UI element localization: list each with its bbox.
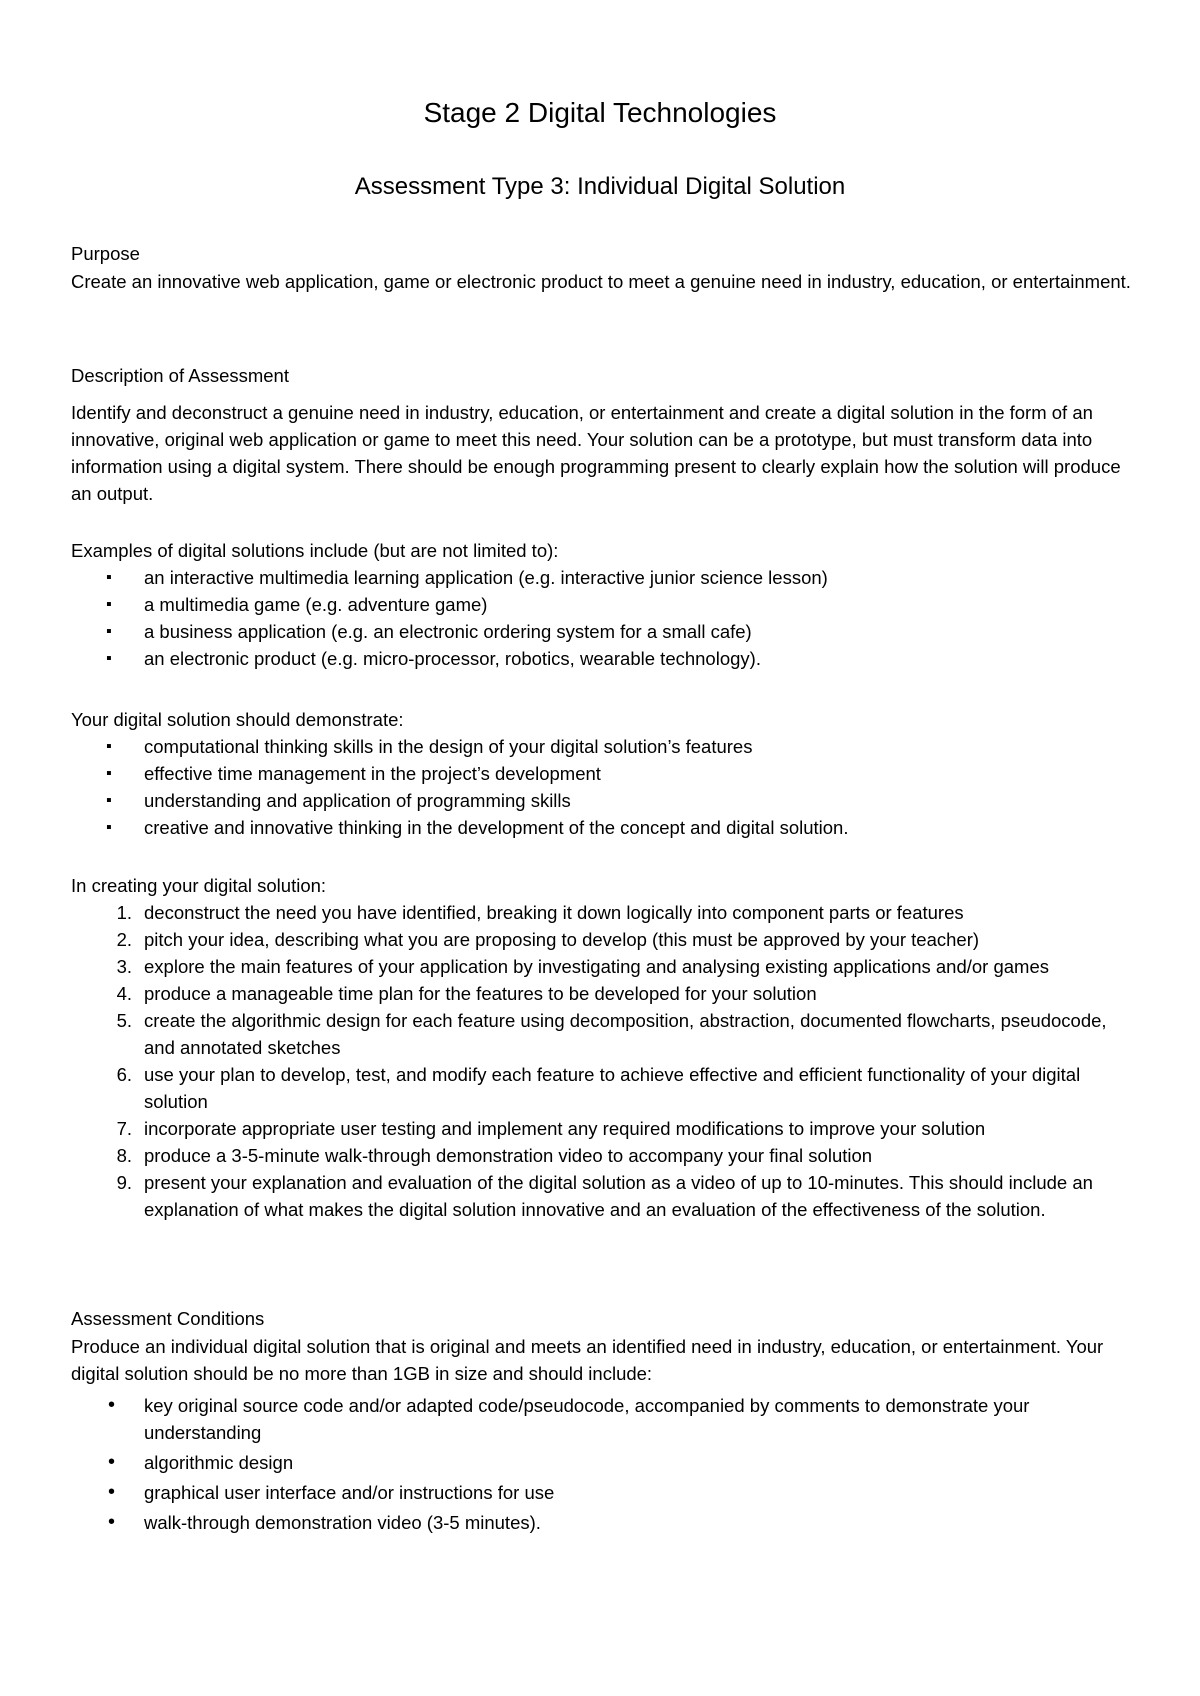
- item-text: produce a manageable time plan for the features to be developed for your solution: [144, 983, 817, 1004]
- purpose-text: Create an innovative web application, game or electronic product to meet a genuine need in industry, education, or entertainment.: [71, 271, 1131, 292]
- numbered-item: [71, 1115, 1141, 1142]
- list-item: ▪ an interactive multimedia learning application (e.g. interactive junior science lesson): [71, 564, 1141, 591]
- list-item: • graphical user interface and/or instructions for use: [71, 1479, 1141, 1506]
- list-item: ▪ an electronic product (e.g. micro-processor, robotics, wearable technology).: [71, 645, 1141, 672]
- numbered-item: [71, 1142, 1141, 1169]
- examples-section: [71, 537, 1141, 672]
- item-number: 6.: [116, 1064, 132, 1085]
- purpose-heading: Purpose: [71, 243, 140, 264]
- numbered-item: [71, 980, 1141, 1007]
- list-item: ▪ understanding and application of programming skills: [71, 787, 1141, 814]
- document-subtitle: Assessment Type 3: Individual Digital Solution: [354, 173, 846, 200]
- creating-steps-list: [71, 899, 1141, 1223]
- list-item: • key original source code and/or adapted code/pseudocode, accompanied by comments to demonstrate your understanding: [71, 1392, 1141, 1446]
- conditions-heading: Assessment Conditions: [71, 1308, 265, 1329]
- item-text: create the algorithmic design for each feature using decomposition, abstraction, documented flowcharts, pseudocode, and annotated sketches: [144, 1010, 1107, 1058]
- description-text: Identify and deconstruct a genuine need in industry, education, or entertainment and create a digital solution in the form of an innovative, original web application or game to meet this need. Your solution can be a prototype, but must transform data into information using a digital system. There should be enough programming present to clearly explain how the solution will produce an output.: [71, 402, 1121, 504]
- item-number: 9.: [116, 1172, 132, 1193]
- demonstrate-intro: Your digital solution should demonstrate:: [71, 709, 404, 730]
- item-number: 5.: [116, 1010, 132, 1031]
- examples-intro: Examples of digital solutions include (but are not limited to):: [71, 540, 559, 561]
- examples-list: [71, 564, 1141, 672]
- item-text: deconstruct the need you have identified, breaking it down logically into component parts or features: [144, 902, 964, 923]
- conditions-text: Produce an individual digital solution that is original and meets an identified need in industry, education, or entertainment. Your digital solution should be no more than 1GB in size and should include:: [71, 1336, 1104, 1384]
- numbered-item: [71, 1169, 1141, 1223]
- demonstrate-list: [71, 733, 1141, 841]
- item-number: 7.: [116, 1118, 132, 1139]
- item-text: pitch your idea, describing what you are proposing to develop (this must be approved by your teacher): [144, 929, 980, 950]
- list-item: ▪ computational thinking skills in the design of your digital solution’s features: [71, 733, 1141, 760]
- item-number: 4.: [116, 983, 132, 1004]
- list-item: ▪ effective time management in the project’s development: [71, 760, 1141, 787]
- list-item: ▪ creative and innovative thinking in the development of the concept and digital solution.: [71, 814, 1141, 841]
- item-number: 2.: [116, 929, 132, 950]
- item-text: use your plan to develop, test, and modify each feature to achieve effective and efficient functionality of your digital solution: [144, 1064, 1081, 1112]
- list-item: ▪ a business application (e.g. an electronic ordering system for a small cafe): [71, 618, 1141, 645]
- item-text: explore the main features of your application by investigating and analysing existing applications and/or games: [144, 956, 1049, 977]
- item-number: 1.: [116, 902, 132, 923]
- numbered-item: [71, 926, 1141, 953]
- item-text: present your explanation and evaluation of the digital solution as a video of up to 10-minutes. This should include an explanation of what makes the digital solution innovative and an evaluation of the effectiveness of the solution.: [144, 1172, 1093, 1220]
- numbered-item: [71, 1061, 1141, 1115]
- creating-section: [71, 872, 1141, 1223]
- item-number: 8.: [116, 1145, 132, 1166]
- demonstrate-section: [71, 706, 1141, 841]
- item-text: produce a 3-5-minute walk-through demonstration video to accompany your final solution: [144, 1145, 873, 1166]
- creating-intro: In creating your digital solution:: [71, 875, 327, 896]
- numbered-item: [71, 953, 1141, 980]
- conditions-list: [71, 1392, 1141, 1536]
- item-text: incorporate appropriate user testing and implement any required modifications to improve your solution: [144, 1118, 986, 1139]
- list-item: ▪ a multimedia game (e.g. adventure game): [71, 591, 1141, 618]
- numbered-item: [71, 1007, 1141, 1061]
- list-item: • algorithmic design: [71, 1449, 1141, 1476]
- conditions-section: [71, 1392, 1141, 1539]
- item-number: 3.: [116, 956, 132, 977]
- list-item: • walk-through demonstration video (3-5 minutes).: [71, 1509, 1141, 1536]
- description-heading: Description of Assessment: [71, 365, 289, 386]
- numbered-item: [71, 899, 1141, 926]
- document-title: Stage 2 Digital Technologies: [423, 97, 777, 128]
